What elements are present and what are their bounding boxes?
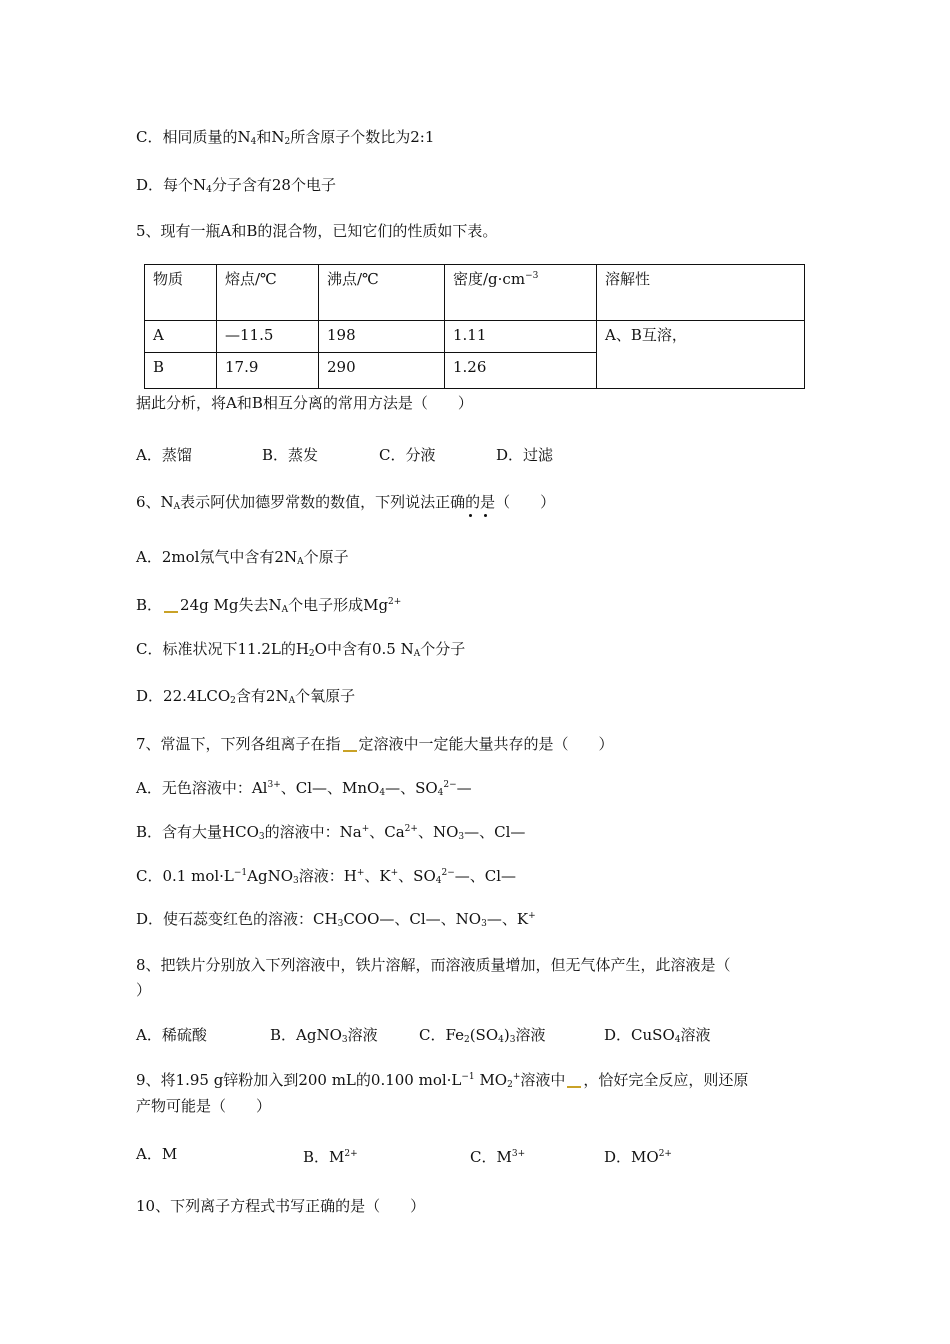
- table-header-cell: 溶解性: [597, 265, 805, 321]
- q7-option-d: D．使石蕊变红色的溶液：$CH_3COO—$、Cl—、$NO_3—$、K+: [136, 910, 536, 929]
- q9-stem: 9、将1.95 g锌粉加入到200 mL的0.100 $mol\cdot L^{-1}$ $MO_2^+$溶液中 ，恰好完全反应，则还原: [136, 1071, 749, 1090]
- table-header-cell: 沸点/℃: [319, 265, 445, 321]
- emphasis-dot: [469, 514, 472, 517]
- highlight-mark: [343, 750, 357, 752]
- q8-option-b: B．AgNO$_3$溶液: [270, 1026, 378, 1045]
- q5-option-d: D．过滤: [496, 446, 554, 464]
- table-cell: —11.5: [217, 321, 319, 353]
- table-header-cell: 物质: [145, 265, 217, 321]
- table-row: [145, 321, 805, 353]
- q7-stem: 7、常温下，下列各组离子在指 定溶液中一定能大量共存的是（ ）: [136, 735, 614, 753]
- table-cell-solubility: A、B互溶，: [597, 321, 805, 389]
- q7-option-c: C．0.1 $mol\cdot L^{-1}AgNO_3$溶液：H+、K+、$SO_4^{2-}—$、Cl—: [136, 867, 517, 886]
- q5-option-c: C．分液: [379, 446, 436, 464]
- q10-stem: 10、下列离子方程式书写正确的是（ ）: [136, 1197, 426, 1215]
- table-header-row: [145, 265, 805, 321]
- q5-stem: 5、现有一瓶A和B的混合物，已知它们的性质如下表。: [136, 222, 498, 240]
- table-cell: A: [145, 321, 217, 353]
- table-header-cell: 密度$/g\cdot cm^{-3}$: [445, 265, 597, 321]
- emphasis-dot: [484, 514, 487, 517]
- table-cell: 17.9: [217, 353, 319, 389]
- q6-option-a: A．2mol氖气中含有$2N_A$个原子: [136, 548, 349, 567]
- q5-option-a: A．蒸馏: [136, 446, 192, 464]
- table-header-cell: 熔点/℃: [217, 265, 319, 321]
- q8-stem-continued: ）: [136, 981, 152, 999]
- q9-option-b: B．$M^{2+}$: [303, 1148, 358, 1166]
- properties-table: [144, 264, 805, 389]
- q8-option-c: C．$Fe_2(SO_4)_3$溶液: [419, 1026, 546, 1045]
- q8-stem: 8、把铁片分别放入下列溶液中，铁片溶解，而溶液质量增加，但无气体产生，此溶液是（: [136, 956, 731, 974]
- highlight-mark: [164, 611, 178, 613]
- table-cell: 1.26: [445, 353, 597, 389]
- q8-option-a: A．稀硫酸: [136, 1026, 207, 1044]
- q6-option-c: C．标准状况下11.2L的$H_2O$中含有0.5 $N_A$个分子: [136, 640, 466, 659]
- highlight-mark: [567, 1086, 581, 1088]
- q6-option-d: D．$22.4LCO_2$含有$2N_A$个氧原子: [136, 687, 356, 706]
- q8-option-d: D．CuSO$_4$溶液: [604, 1026, 711, 1045]
- q4-option-d: D．每个$N_4$分子含有28个电子: [136, 176, 336, 195]
- q7-option-a: A．无色溶液中：$Al^{3+}$、Cl—、MnO$_4$—、$SO_4^{2-}—$: [136, 779, 472, 798]
- q7-option-b: B．含有大量$HCO_3$的溶液中：Na+、$Ca^{2+}$、$NO_3—$、Cl—: [136, 823, 526, 842]
- q5-question: 据此分析，将A和B相互分离的常用方法是（ ）: [136, 394, 473, 412]
- q9-option-d: D．$MO^{2+}$: [604, 1148, 672, 1166]
- q9-option-c: C．$M^{3+}$: [470, 1148, 526, 1166]
- table-cell: 198: [319, 321, 445, 353]
- table-cell: B: [145, 353, 217, 389]
- q9-option-a: A．M: [136, 1145, 178, 1163]
- q6-option-b: B． 24g Mg失去$N_A$个电子形成$Mg^{2+}$: [136, 596, 402, 615]
- q5-option-b: B．蒸发: [262, 446, 319, 464]
- table-cell: 1.11: [445, 321, 597, 353]
- q9-stem-continued: 产物可能是（ ）: [136, 1097, 272, 1115]
- q4-option-c: C．相同质量的$N_4$和$N_2$所含原子个数比为2:1: [136, 128, 435, 147]
- table-cell: 290: [319, 353, 445, 389]
- q6-stem: 6、$N_A$表示阿伏加德罗常数的数值，下列说法正确的是（ ）: [136, 493, 556, 512]
